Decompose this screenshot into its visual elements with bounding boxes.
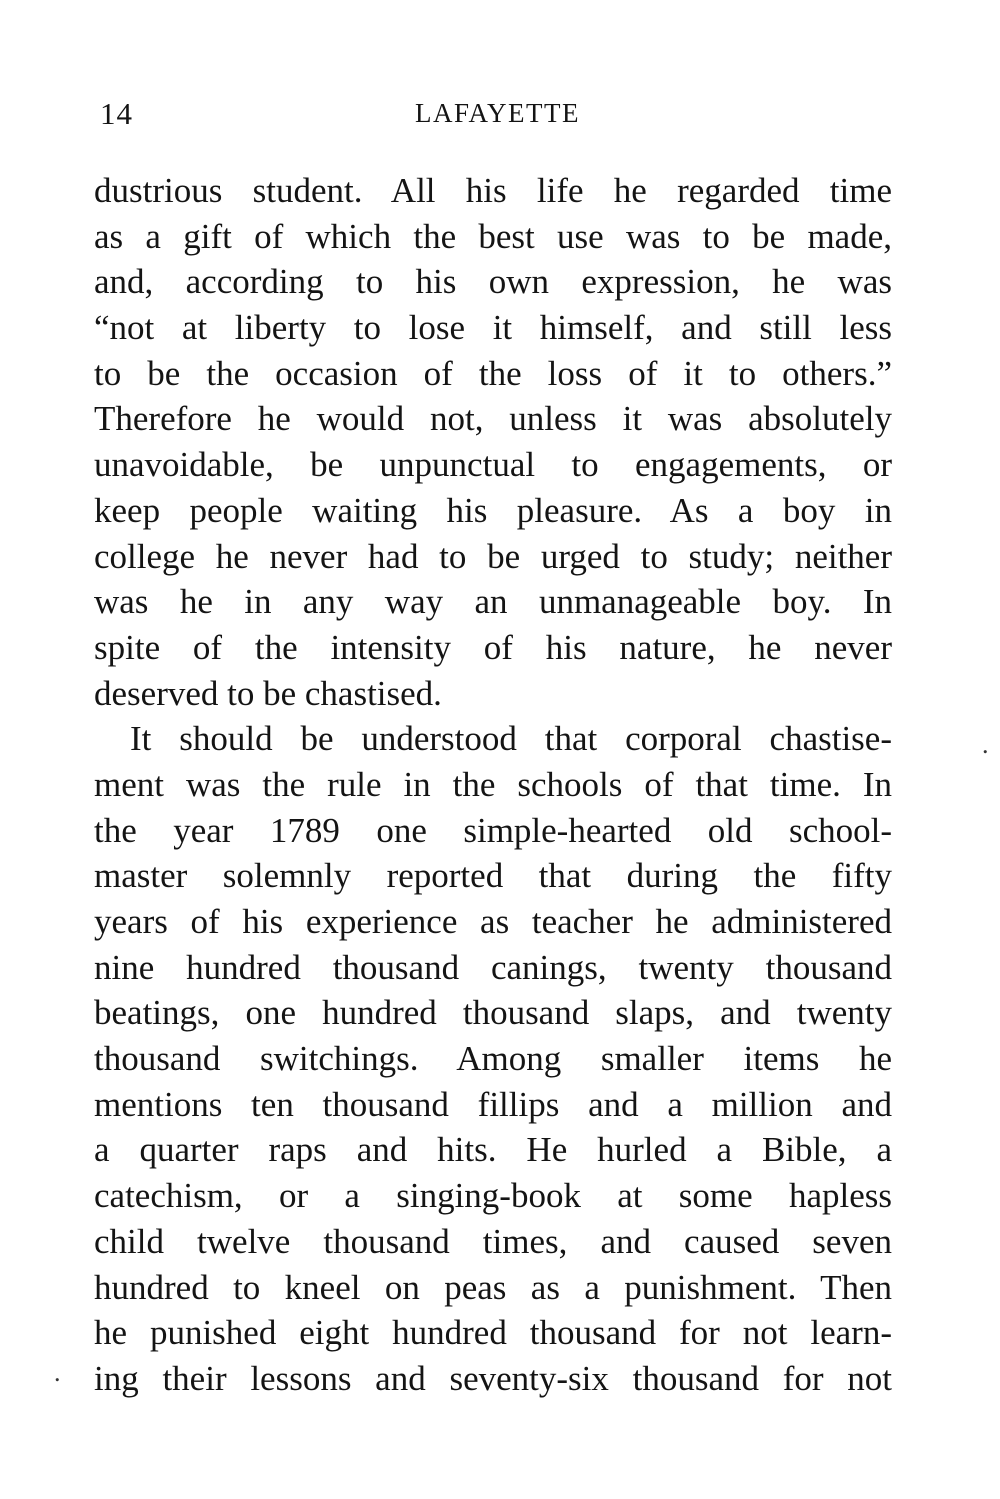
body-text [94, 168, 892, 1402]
margin-mark-right: . [982, 730, 989, 759]
text-line: beatings, one hundred thousand slaps, and twenty [94, 993, 892, 1033]
text-line: was he in any way an unmanageable boy. In [94, 582, 892, 622]
text-line: mentions ten thousand fillips and a million and [94, 1084, 892, 1124]
text-line: and, according to his own expression, he was [94, 262, 892, 302]
paragraph-1 [94, 168, 892, 716]
text-line: the year 1789 one simple-hearted old school- [94, 810, 892, 850]
text-line: a quarter raps and hits. He hurled a Bible, a [94, 1130, 892, 1170]
text-line: ing their lessons and seventy-six thousand for not [94, 1358, 892, 1398]
text-line: “not at liberty to lose it himself, and still less [94, 308, 892, 348]
text-line: hundred to kneel on peas as a punishment. Then [94, 1267, 892, 1307]
text-line: as a gift of which the best use was to be made, [94, 216, 892, 256]
page-header [100, 96, 895, 136]
text-line: Therefore he would not, unless it was absolutely [94, 399, 892, 439]
text-line: master solemnly reported that during the fifty [94, 856, 892, 896]
text-line: dustrious student. All his life he regarded time [94, 171, 892, 210]
text-line: thousand switchings. Among smaller items he [94, 1039, 892, 1079]
paragraph-2 [94, 716, 892, 1401]
text-line: spite of the intensity of his nature, he never [94, 627, 892, 667]
text-line: catechism, or a singing-book at some hapless [94, 1176, 892, 1216]
text-line: he punished eight hundred thousand for not learn- [94, 1313, 892, 1353]
text-line: ment was the rule in the schools of that time. In [94, 764, 892, 804]
page-number: 14 [100, 96, 133, 131]
text-line: keep people waiting his pleasure. As a boy in [94, 490, 892, 530]
running-title: LAFAYETTE [415, 98, 580, 128]
text-line: deserved to be chastised. [94, 673, 442, 713]
text-line: nine hundred thousand canings, twenty thousand [94, 947, 892, 987]
text-line: child twelve thousand times, and caused seven [94, 1221, 892, 1261]
text-line: unavoidable, be unpunctual to engagements, or [94, 445, 892, 485]
text-line: to be the occasion of the loss of it to others.” [94, 353, 892, 393]
margin-mark-left: . [54, 1358, 61, 1387]
text-line: college he never had to be urged to study; neither [94, 536, 892, 576]
text-line: It should be understood that corporal chastise- [130, 719, 892, 759]
text-line: years of his experience as teacher he administered [94, 902, 892, 941]
